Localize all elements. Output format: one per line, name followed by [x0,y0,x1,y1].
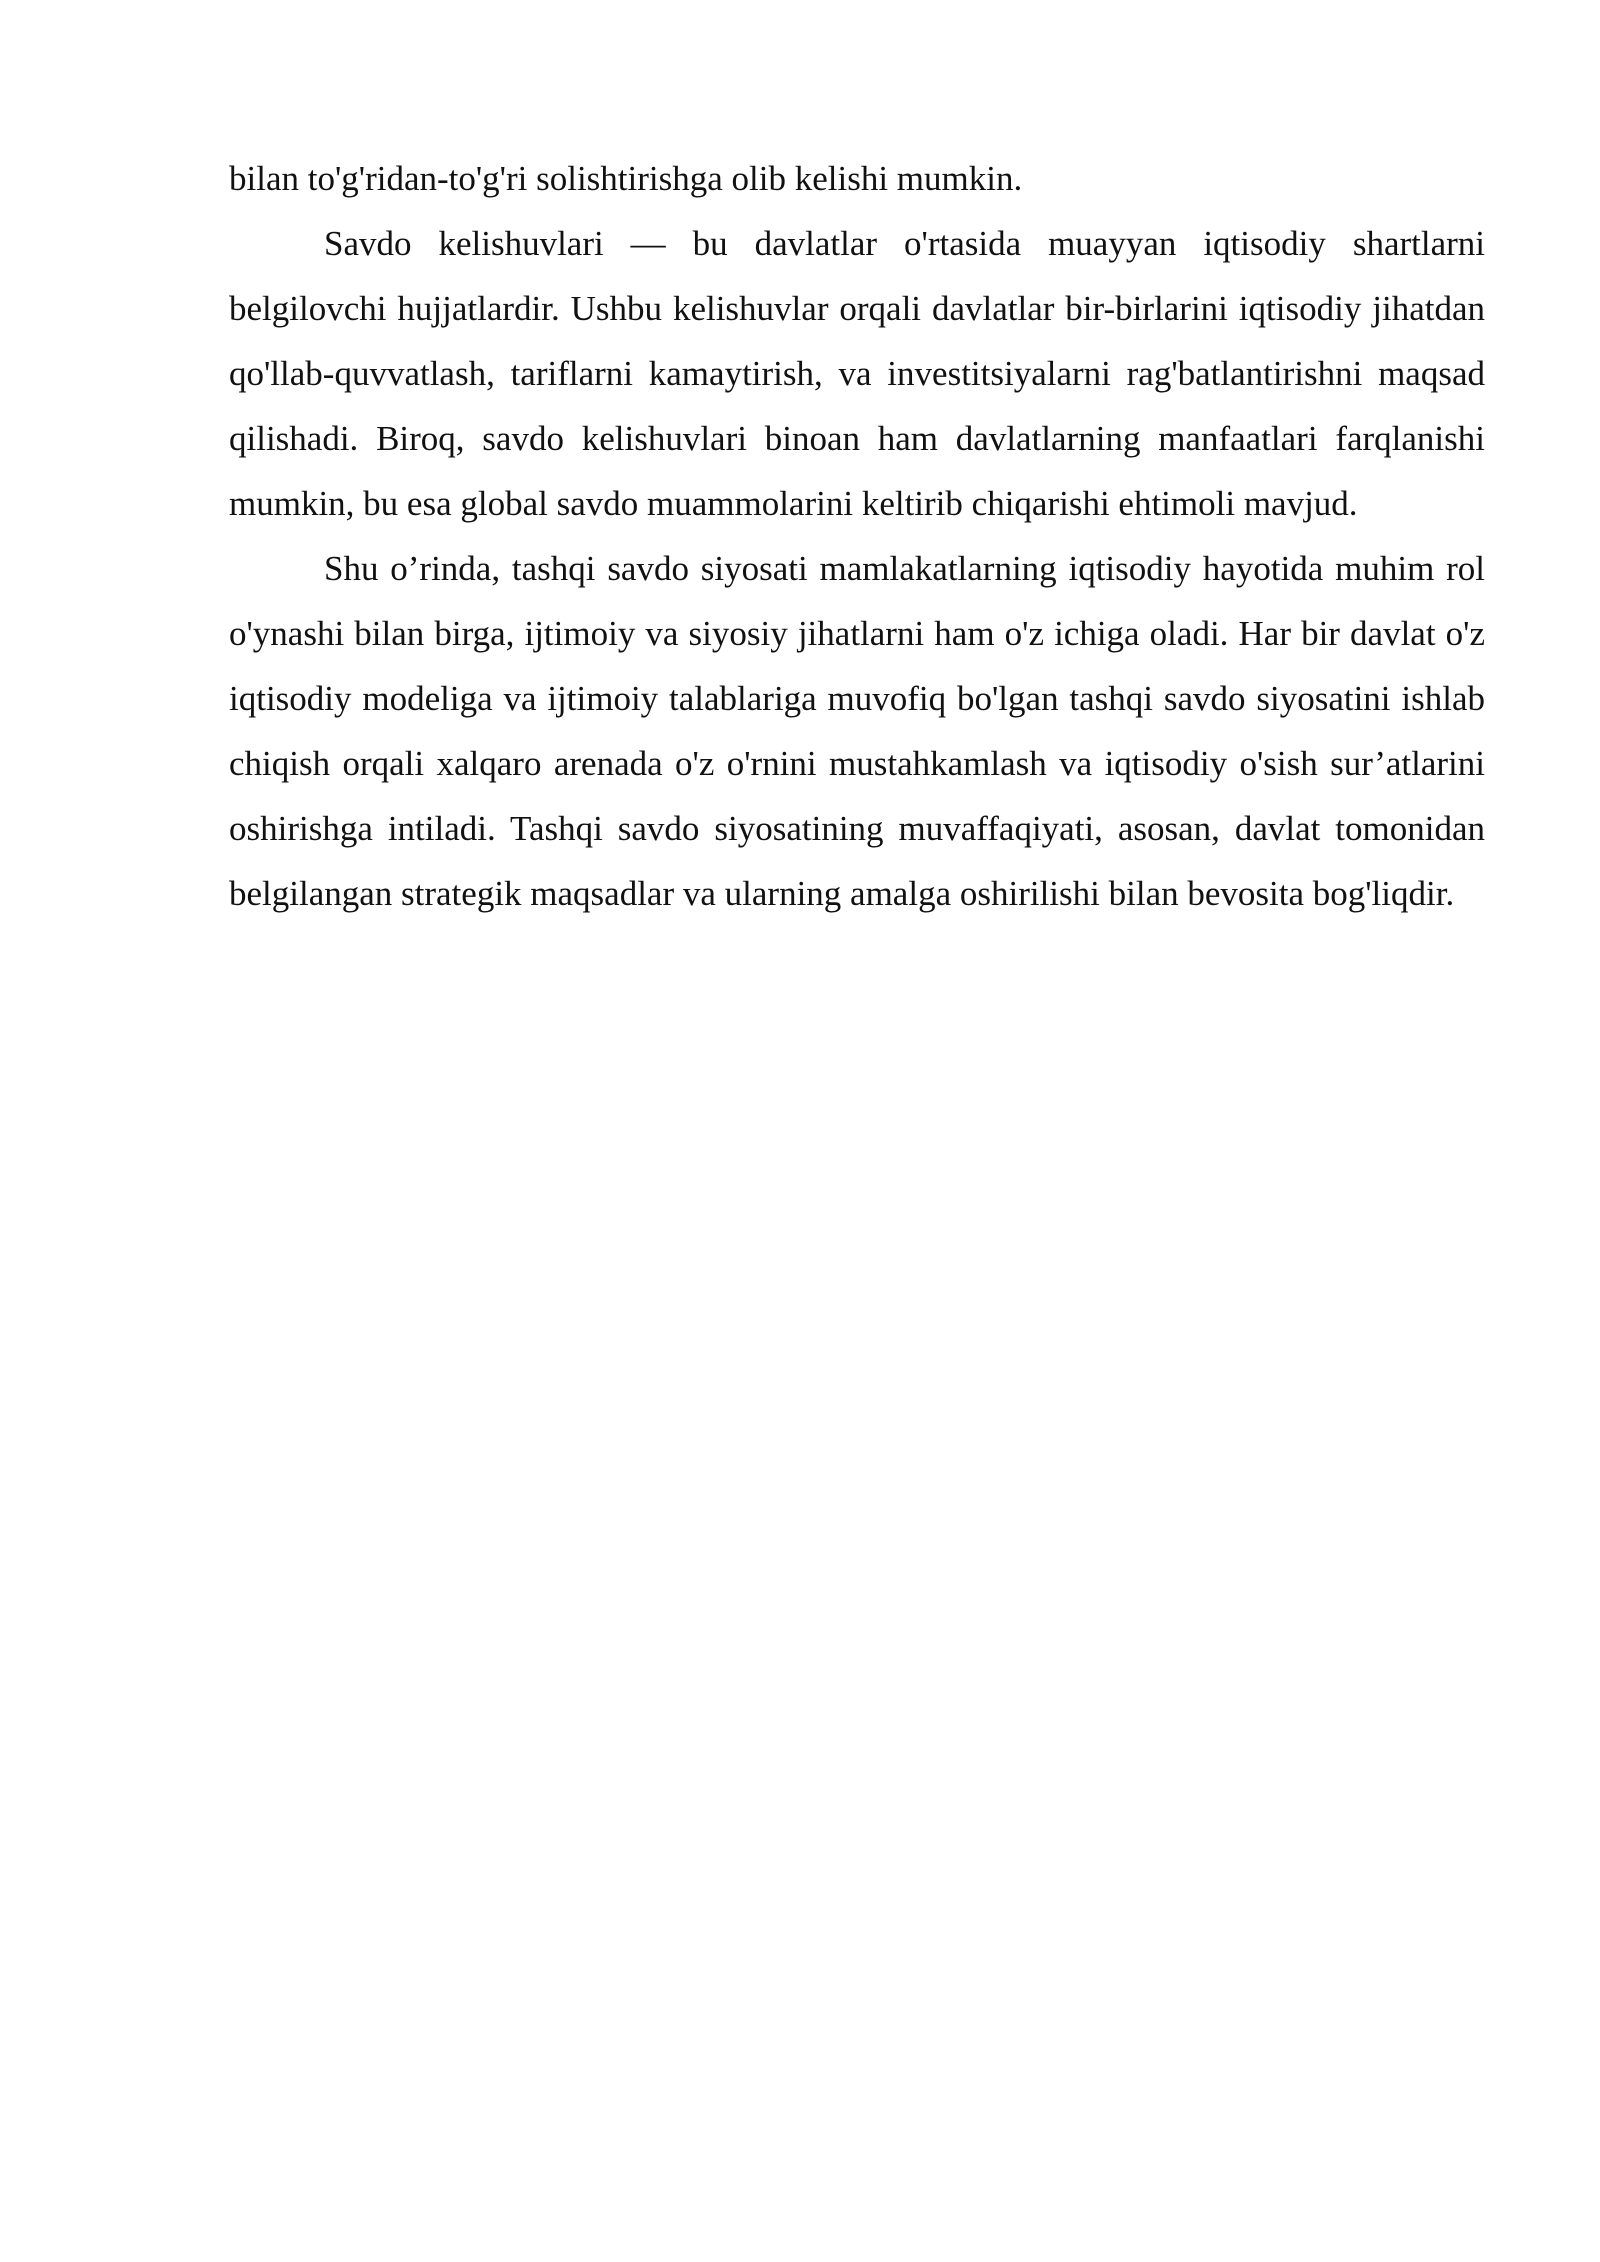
document-body [229,146,1485,926]
paragraph-continuation: bilan to'g'ridan-to'g'ri solishtirishga olib kelishi mumkin. [229,159,1023,198]
paragraph-trade-agreements: Savdo kelishuvlari — bu davlatlar o'rtasida muayyan iqtisodiy shartlarni belgilovchi hujjatlardir. Ushbu kelishuvlar orqali davlatlar bir-birlarini iqtisodiy jihatdan qo'llab-quvvatlash, tariflarni kamaytirish, va investitsiyalarni rag'batlantirishni maqsad qilishadi. Biroq, savdo kelishuvlari binoan ham davlatlarning manfaatlari farqlanishi mumkin, bu esa global savdo muammolarini keltirib chiqarishi ehtimoli mavjud. [229,224,1485,523]
paragraph-foreign-trade-policy: Shu o’rinda, tashqi savdo siyosati mamlakatlarning iqtisodiy hayotida muhim rol o'ynashi bilan birga, ijtimoiy va siyosiy jihatlarni ham o'z ichiga oladi. Har bir davlat o'z iqtisodiy modeliga va ijtimoiy talablariga muvofiq bo'lgan tashqi savdo siyosatini ishlab chiqish orqali xalqaro arenada o'z o'rnini mustahkamlash va iqtisodiy o'sish sur’atlarini oshirishga intiladi. Tashqi savdo siyosatining muvaffaqiyati, asosan, davlat tomonidan belgilangan strategik maqsadlar va ularning amalga oshirilishi bilan bevosita bog'liqdir. [229,549,1485,913]
